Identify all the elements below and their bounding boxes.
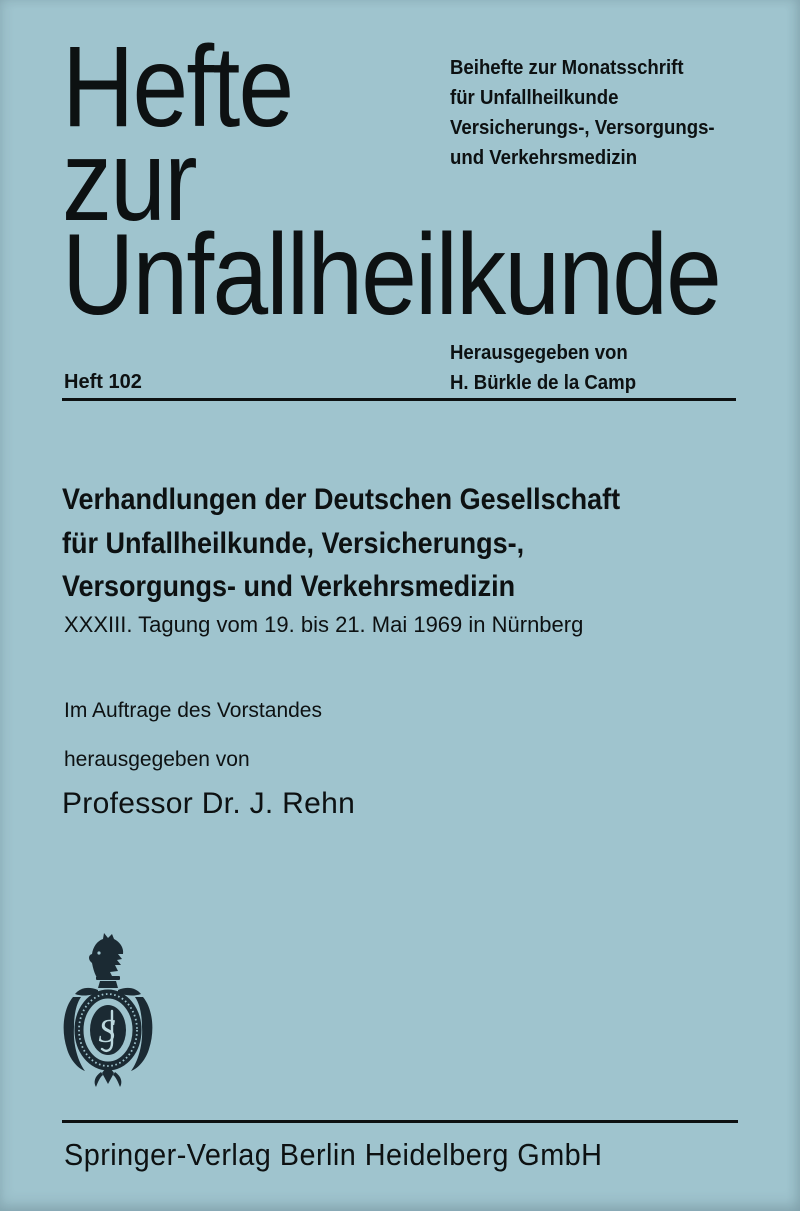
heading-line-3: Versorgungs- und Verkehrsmedizin [62, 570, 516, 603]
series-note [450, 53, 715, 173]
commission-line-1: Im Auftrage des Vorstandes [64, 699, 322, 722]
main-heading [62, 478, 620, 609]
top-divider [62, 398, 736, 401]
series-line-2: für Unfallheilkunde [450, 87, 619, 109]
conference-subtitle: XXXIII. Tagung vom 19. bis 21. Mai 1969 in Nürnberg [64, 612, 584, 637]
title-line-1: Hefte [62, 23, 293, 151]
heading-line-2: für Unfallheilkunde, Versicherungs-, [62, 526, 525, 560]
springer-knight-emblem-icon [58, 931, 158, 1091]
editor-intro: Herausgegeben von [450, 342, 628, 364]
issue-number: Heft 102 [64, 371, 142, 393]
series-line-3: Versicherungs-, Versorgungs- [450, 117, 715, 139]
monogram: S [98, 1013, 116, 1050]
series-line-4: und Verkehrsmedizin [450, 147, 638, 169]
commission-line-2: herausgegeben von [64, 748, 250, 771]
bottom-divider [62, 1120, 738, 1123]
editor-name: H. Bürkle de la Camp [450, 372, 637, 394]
heading-line-1: Verhandlungen der Deutschen Gesellschaft [62, 483, 621, 516]
series-line-1: Beihefte zur Monatsschrift [450, 57, 684, 79]
volume-editor: Professor Dr. J. Rehn [62, 787, 356, 820]
editor-note [450, 338, 636, 398]
publisher-imprint: Springer-Verlag Berlin Heidelberg GmbH [64, 1137, 603, 1172]
title-line-3: Unfallheilkunde [62, 211, 721, 339]
title-line-2: zur [62, 117, 196, 245]
